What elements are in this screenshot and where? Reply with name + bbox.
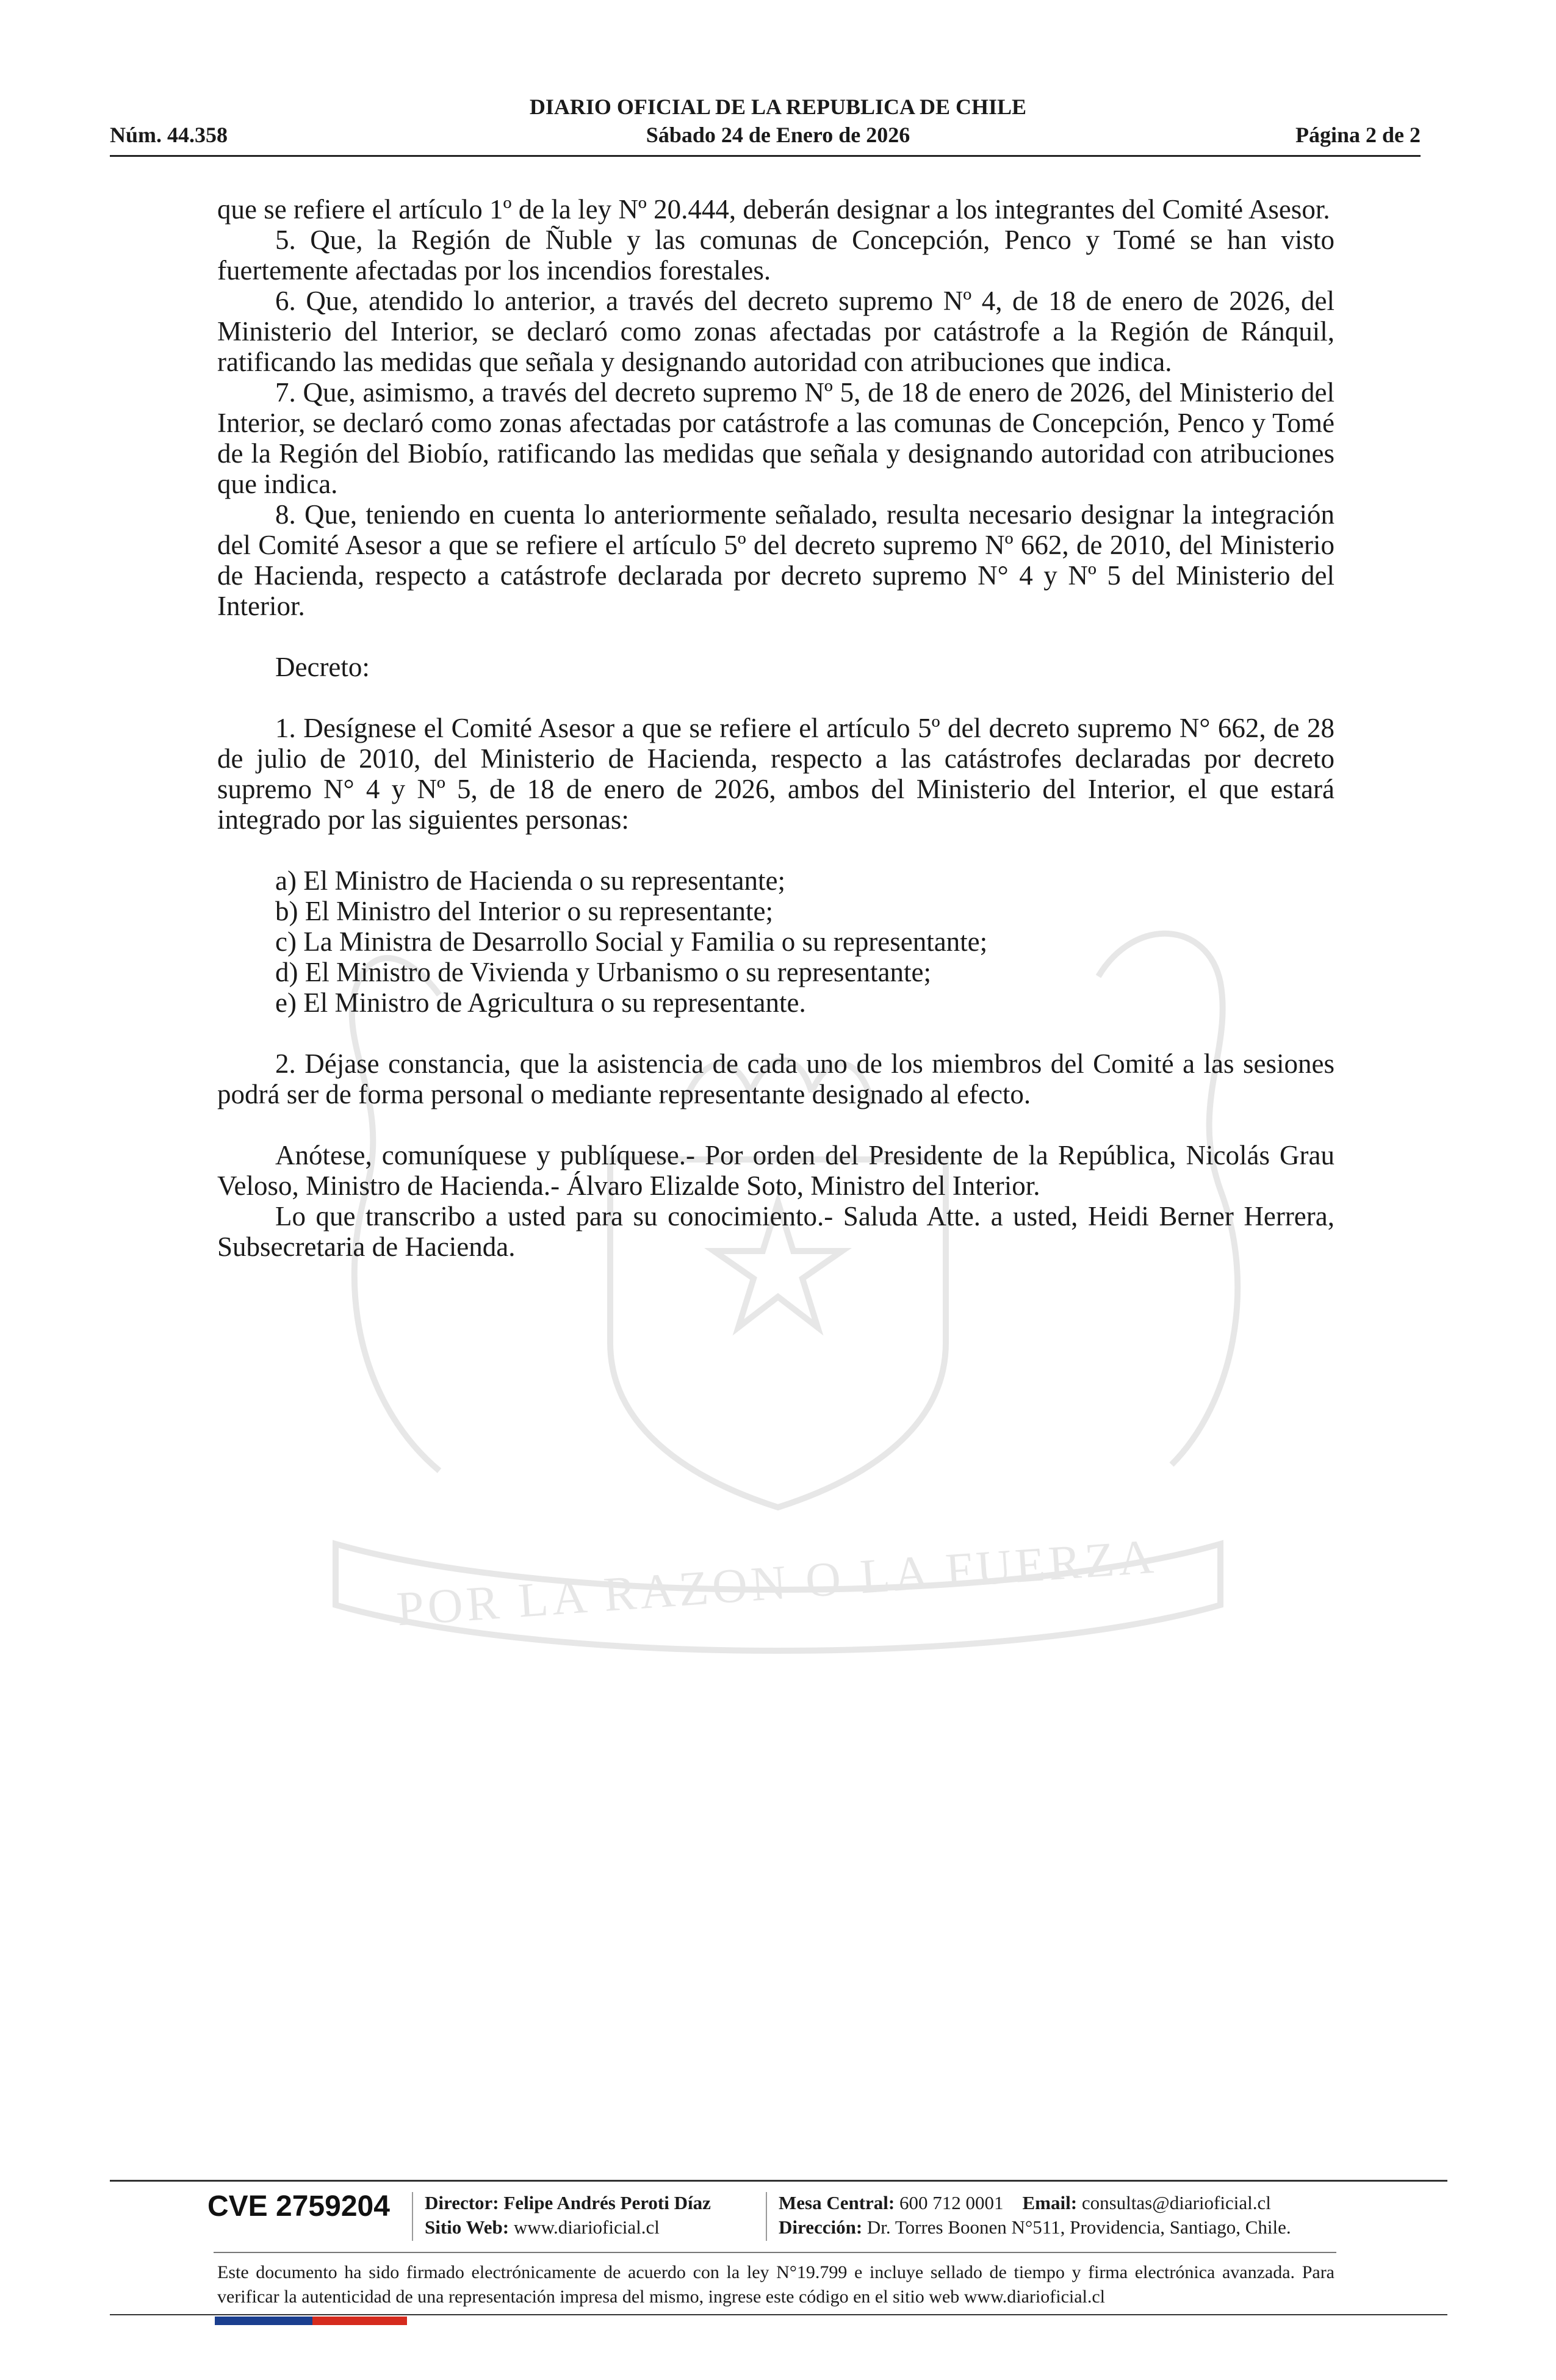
footer-separator [412, 2192, 413, 2241]
site-label: Sitio Web: [425, 2216, 510, 2238]
footer-bottom-rule [110, 2314, 1447, 2315]
paragraph-continuation: que se refiere el artículo 1º de la ley Nº 20.444, deberán designar a los integrantes del Comité Asesor. [217, 194, 1330, 225]
issue-date: Sábado 24 de Enero de 2026 [646, 123, 910, 147]
page-indicator: Página 2 de 2 [1295, 123, 1421, 147]
list-item: e) El Ministro de Agricultura o su representante. [275, 987, 806, 1018]
decreto-heading: Decreto: [275, 652, 370, 682]
footer-separator [766, 2192, 767, 2241]
motto-text: POR LA RAZON O LA FUERZA [395, 1529, 1159, 1637]
paragraph-considerando-5: 5. Que, la Región de Ñuble y las comunas de Concepción, Penco y Tomé se han visto fuertemente afectadas por los incendios forestales. [217, 225, 1334, 286]
footer-contact-block [779, 2191, 1291, 2240]
paragraph-closing: Anótese, comuníquese y publíquese.- Por orden del Presidente de la República, Nicolás Grau Veloso, Ministro de Hacienda.- Álvaro Elizalde Soto, Ministro del Interior. [217, 1140, 1334, 1201]
central-label: Mesa Central: [779, 2192, 895, 2213]
issue-number: Núm. 44.358 [110, 123, 228, 147]
cve-code: CVE 2759204 [207, 2190, 390, 2223]
central-phone: 600 712 0001 [899, 2192, 1004, 2213]
footer-top-rule [110, 2180, 1447, 2182]
gazette-title: DIARIO OFICIAL DE LA REPUBLICA DE CHILE [529, 95, 1027, 119]
director-label: Director: [425, 2192, 499, 2213]
footer-legal-notice: Este documento ha sido firmado electrónicamente de acuerdo con la ley N°19.799 e incluye sellado de tiempo y firma electrónica avanzada. Para verificar la autenticidad de una representación impresa del mismo, ingrese este código en el sitio web www.diarioficial.cl [217, 2262, 1334, 2307]
paragraph-considerando-7: 7. Que, asimismo, a través del decreto supremo Nº 5, de 18 de enero de 2026, del Ministerio del Interior, se declaró como zonas afectadas por catástrofe a las comunas de Concepción, Penco y Tomé de la Región del Biobío, ratificando las medidas que señala y designando autoridad con atribuciones que indica. [217, 377, 1334, 499]
list-item: c) La Ministra de Desarrollo Social y Familia o su representante; [275, 926, 988, 957]
paragraph-decree-1: 1. Desígnese el Comité Asesor a que se refiere el artículo 5º del decreto supremo N° 662, de 28 de julio de 2010, del Ministerio de Hacienda, respecto a las catástrofes declaradas por decreto supremo N° 4 y Nº 5, de 18 de enero de 2026, ambos del Ministerio del Interior, el que estará integrado por las siguientes personas: [217, 713, 1334, 835]
site-link[interactable]: www.diarioficial.cl [513, 2216, 660, 2238]
footer-mid-rule [214, 2252, 1336, 2253]
list-item: d) El Ministro de Vivienda y Urbanismo o su representante; [275, 957, 931, 987]
paragraph-considerando-8: 8. Que, teniendo en cuenta lo anteriormente señalado, resulta necesario designar la integración del Comité Asesor a que se refiere el artículo 5º del decreto supremo Nº 662, de 2010, del Ministerio de Hacienda, respecto a catástrofe declarada por decreto supremo N° 4 y Nº 5 del Ministerio del Interior. [217, 499, 1334, 621]
director-name: Felipe Andrés Peroti Díaz [503, 2192, 711, 2213]
flag-stripe-red [312, 2317, 407, 2325]
paragraph-considerando-6: 6. Que, atendido lo anterior, a través del decreto supremo Nº 4, de 18 de enero de 2026, del Ministerio del Interior, se declaró como zonas afectadas por catástrofe a la Región de Ránquil, ratificando las medidas que señala y designando autoridad con atribuciones que indica. [217, 286, 1334, 377]
flag-stripe-blue [215, 2317, 312, 2325]
paragraph-transcription: Lo que transcribo a usted para su conocimiento.- Saluda Atte. a usted, Heidi Berner Herrera, Subsecretaria de Hacienda. [217, 1201, 1334, 1262]
document-body [217, 194, 1334, 1262]
address-value: Dr. Torres Boonen N°511, Providencia, Santiago, Chile. [866, 2216, 1291, 2238]
email-label: Email: [1022, 2192, 1078, 2213]
list-item: b) El Ministro del Interior o su representante; [275, 896, 774, 926]
paragraph-decree-2: 2. Déjase constancia, que la asistencia de cada uno de los miembros del Comité a las sesiones podrá ser de forma personal o mediante representante designado al efecto. [217, 1048, 1334, 1109]
header-divider [110, 155, 1421, 157]
email-link[interactable]: consultas@diarioficial.cl [1081, 2192, 1271, 2213]
list-item: a) El Ministro de Hacienda o su representante; [275, 865, 785, 896]
footer-director-block [425, 2191, 711, 2240]
address-label: Dirección: [779, 2216, 863, 2238]
